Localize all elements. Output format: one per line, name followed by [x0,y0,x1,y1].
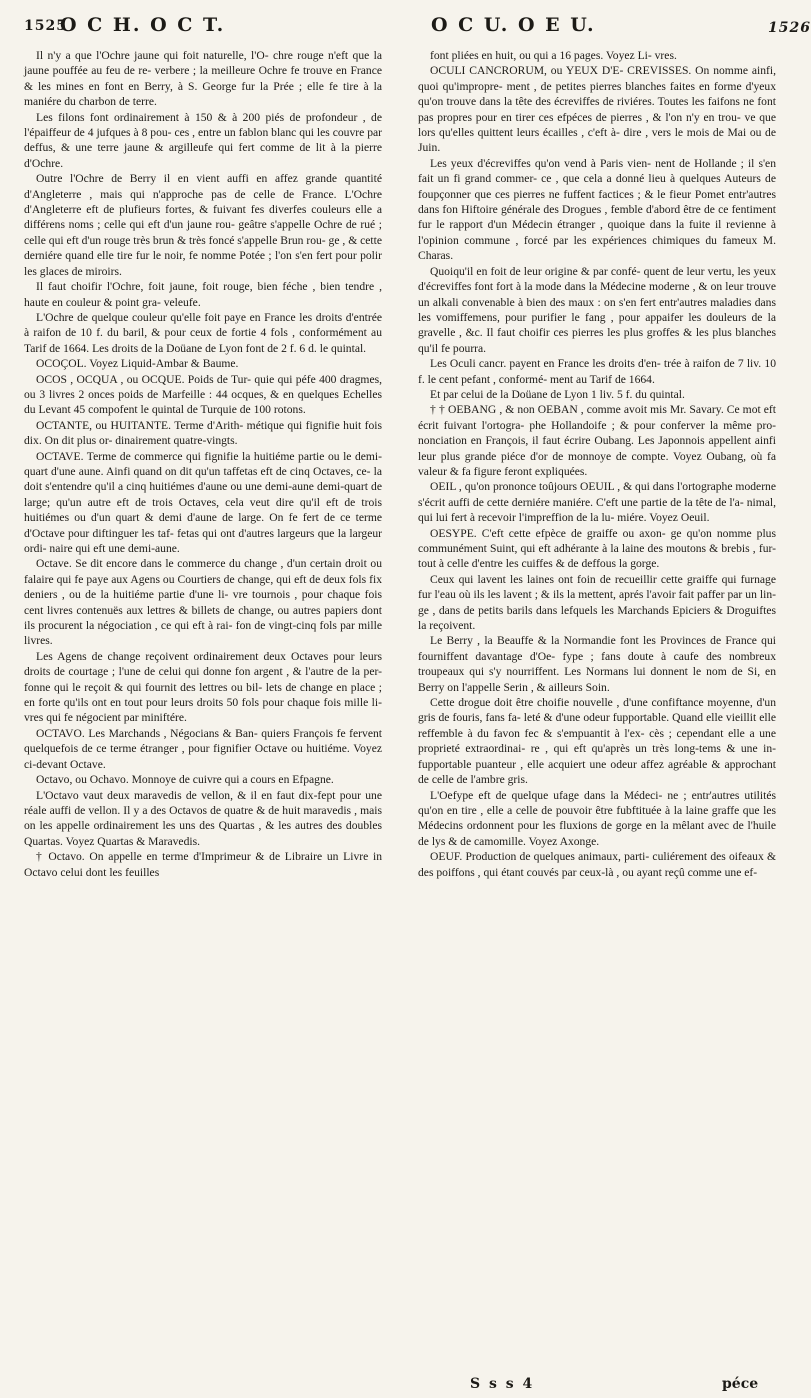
paragraph: Et par celui de la Doüane de Lyon 1 liv. 5 f. du quintal. [430,387,685,401]
right-text-column [418,48,776,880]
page-footer [470,1376,770,1396]
catchword: péce [722,1376,759,1392]
paragraph: Les yeux d'écreviffes qu'on vend à Paris vien- nent de Hollande ; il s'en fait un fi grand commer- ce , que cela a donné lieu à quelques Auteurs de foupçonner que ces pierres ne fuffent factices ; & le fieur Pomet entr'autres dans fon Hiftoire générale des Drogues , femble d'abord être de ce fentiment fur le rapport d'un Médecin étranger , quoique dans la fuite il revienne à l'opinion commune , forcé par les expériences chimiques du fameux M. Charas. [418,156,776,263]
paragraph: OCOÇOL. Voyez Liquid-Ambar & Baume. [36,357,239,371]
paragraph: OEUF. Production de quelques animaux, parti- culiérement des oifeaux & des poiffons , qui étant couvés par ceux-là , ou ayant reçû comme une ef- [418,850,776,879]
paragraph: OCTAVE. Terme de commerce qui fignifie la huitiéme partie ou le demi-quart d'une aune. Ainfi quand on dit qu'un taffetas eft de cinq Octaves, ce- la doit s'entendre qu'il a cinq huitiémes d'aune ou une demi-aune demi-quart de large; qu'un autre eft de trois Octaves, cela veut dire qu'il eft de trois huitiémes ou d'un quart & demi d'aune de large. On fe fert de ce terme d'Octave pour diftinguer les taf- fetas qui ont d'autres largeurs que la largeur ordi- naire qui eft une demi-aune. [24,449,382,555]
right-column-title: O C U. O E U. [431,14,596,36]
paragraph: Il n'y a que l'Ochre jaune qui foit naturelle, l'O- chre rouge n'eft que la jaune pouffée au feu de re- verbere ; la meilleure Ochre fe trouve en France & les mines en font en Berry, à S. George fur la Prée ; elle fe tire à la maniére du charbon de terre. [24,49,382,109]
left-column-title: O C H. O C T. [60,14,226,36]
running-header [0,14,811,42]
paragraph: OCULI CANCRORUM, ou YEUX D'E- CREVISSES. On nomme ainfi, quoi qu'impropre- ment , de petites pierres blanches faites en forme d'yeux qu'on trouve dans la tête des écreviffes de riviéres. Toutes les faifons ne font pas propres pour en tirer ces efpéces de pierres , & l'on n'y en trou- ve que lors qu'elles quittent leurs écailles , c'eft à- dire , vers le mois de Mai ou de Juin. [418,64,776,155]
paragraph: Le Berry , la Beauffe & la Normandie font les Provinces de France qui fourniffent davantage d'Oe- fype ; fans doute à caufe des nombreux troupeaux qui s'y nourriffent. Les Normans lui donnent le nom de Si, en Berry on l'appelle Serin , & ailleurs Soin. [418,634,776,694]
paragraph: Les Agens de change reçoivent ordinairement deux Octaves pour leurs droits de courtage ; l'une de celui qui donne fon argent , & l'autre de la per- fonne qui le reçoit & qui fournit des lettres ou bil- lets de change en place ; en forte qu'ils ont en tout pour leurs droits 50 fols pour chaque fois mille li- vres qui fe négocient par miniftére. [24,649,382,725]
paragraph: L'Oefype eft de quelque ufage dans la Médeci- ne ; entr'autres utilités qu'on en tire , elle a celle de pouvoir être fubftituée à la laine graffe que les Médecins ordonnent pour les fluxions de gorge en la mêlant avec de l'huile de lys & de camomille. Voyez Axonge. [418,788,776,848]
paragraph: † † OEBANG , & non OEBAN , comme avoit mis Mr. Savary. Ce mot eft écrit fuivant l'ortogra- phe Hollandoife ; & pour conferver la même pro- nonciation en François, il faut écrire Oubang. Les Japonnois appellent ainfi leur plus grande piéce d'or de monnoye de compte. Voyez Oubang, où fa valeur & fa figure feront expliquées. [418,403,776,478]
right-page-number: 1526 [768,20,811,36]
paragraph: OCTAVO. Les Marchands , Négocians & Ban- quiers François fe fervent quelquefois de ce terme étranger , pour fignifier Octave ou huitiéme. Voyez ci-devant Octave. [24,726,382,771]
paragraph: L'Ochre de quelque couleur qu'elle foit paye en France les droits d'entrée à raifon de 10 f. du baril, & pour ceux de fortie 4 fols , conformément au Tarif de 1664. Les droits de la Doüane de Lyon font de 2 f. 6 d. le quintal. [24,310,382,355]
paragraph: Ceux qui lavent les laines ont foin de recueillir cette graiffe qui furnage fur l'eau où ils les lavent ; & ils la mettent, aprés l'avoir fait paffer par un lin- ge , dans de petits barils dans lefquels les Marchands Epiciers & Droguiftes la reçoivent. [418,572,776,633]
paragraph: Il faut choifir l'Ochre, foit jaune, foit rouge, bien féche , bien tendre , haute en couleur & point gra- veleufe. [24,280,382,309]
paragraph: Les Oculi cancr. payent en France les droits d'en- trée à raifon de 7 liv. 10 f. le cent pefant , conformé- ment au Tarif de 1664. [418,357,776,386]
paragraph: OCTANTE, ou HUITANTE. Terme d'Arith- métique qui fignifie huit fois dix. On dit plus or- dinairement quatre-vingts. [24,418,382,448]
paragraph: L'Octavo vaut deux maravedis de vellon, & il en faut dix-fept pour une réale auffi de vellon. Il y a des Octavos de quatre & de huit maravedis , mais on les appelle ordinairement les uns des Quartas , & les autres des doubles Quartas. Voyez Quartas & Maravedis. [24,788,382,848]
paragraph: Octavo, ou Ochavo. Monnoye de cuivre qui a cours en Efpagne. [36,773,334,787]
left-text-column [24,48,382,880]
paragraph: Quoiqu'il en foit de leur origine & par confé- quent de leur vertu, les yeux d'écreviffes font fort à la mode dans la Médecine moderne , & on leur trouve un alkali convenable à bien des maux : on s'en fert entr'autres maladies dans les vomiffemens, pour purifier le fang , pour appaifer les douleurs de la gravelle , &c. Il faut choifir ces pierres les plus groffes & les plus blanches qu'il fe pourra. [418,264,776,355]
paragraph: OESYPE. C'eft cette efpèce de graiffe ou axon- ge qu'on nomme plus communément Suint, qui eft adhérante à la laine des moutons & brebis , fur-tout à celle d'entre les cuiffes & de deffous la gorge. [418,526,776,571]
paragraph: Les filons font ordinairement à 150 & à 200 piés de profondeur , de l'épaiffeur de 4 jufques à 8 pou- ces , entre un fablon blanc qui les couvre par deffus, & une terre jaune & argilleufe qui fert comme de lit à la pierre d'Ochre. [24,110,382,170]
paragraph: OEIL , qu'on prononce toûjours OEUIL , & qui dans l'ortographe moderne s'écrit auffi de cette derniére maniére. C'eft une partie de la tête de l'a- nimal, qui lui fert à recevoir l'impreffion de la lu- miére. Voyez Oeuil. [418,480,776,525]
left-page-number: 1525 [24,18,67,34]
paragraph: Outre l'Ochre de Berry il en vient auffi en affez grande quantité d'Angleterre , mais qui n'approche pas de celle de France. L'Ochre d'Angleterre eft de plufieurs fortes, & fuivant fes diverfes couleurs elle a différens noms ; celle qui eft d'un jaune rou- geâtre s'appelle Ochre de rué ; celle qui eft d'un rouge très brun & très foncé s'appelle Brun rou- ge , & cette derniére quand elle tire fur le noir, fe nomme Potée ; l'on s'en fert pour polir les glaces de miroirs. [24,172,382,278]
paragraph: Cette drogue doit être choifie nouvelle , d'une confiftance moyenne, d'un gris de fouris, fans fa- leté & d'une odeur fupportable. Quand elle vieillit elle reffemble à du favon fec & s'empuantit à l'ex- cès ; cependant elle a une proprieté extraordinai- re , qui eft qu'après un très long-tems & une in- fupportable puanteur , elle acquiert une odeur affez agréable & approchant de celle de l'ambre gris. [418,696,776,787]
signature-mark: S s s 4 [470,1376,535,1392]
paragraph: OCOS , OCQUA , ou OCQUE. Poids de Tur- quie qui péfe 400 dragmes, ou 3 livres 2 onces poids de Marfeille : 44 ocques, & en quelques Echelles du Levant 45 compofent le quintal de Turquie de 100 rotons. [24,372,382,417]
paragraph: † Octavo. On appelle en terme d'Imprimeur & de Libraire un Livre in Octavo celui dont les feuilles [24,850,382,879]
paragraph: font pliées en huit, ou qui a 16 pages. Voyez Li- vres. [430,49,677,62]
paragraph: Octave. Se dit encore dans le commerce du change , d'un certain droit ou falaire qui fe paye aux Agens ou Courtiers de change, qui eft de deux fols fix deniers , ou de la huitiéme partie d'une li- vre tournois , pour chaque fois cent livres contenuës aux lettres & billets de change, ou autres papiers dont ils procurent la négociation , ce qui eft à rai- fon de vingt-cinq fols par mille livres. [24,557,382,648]
